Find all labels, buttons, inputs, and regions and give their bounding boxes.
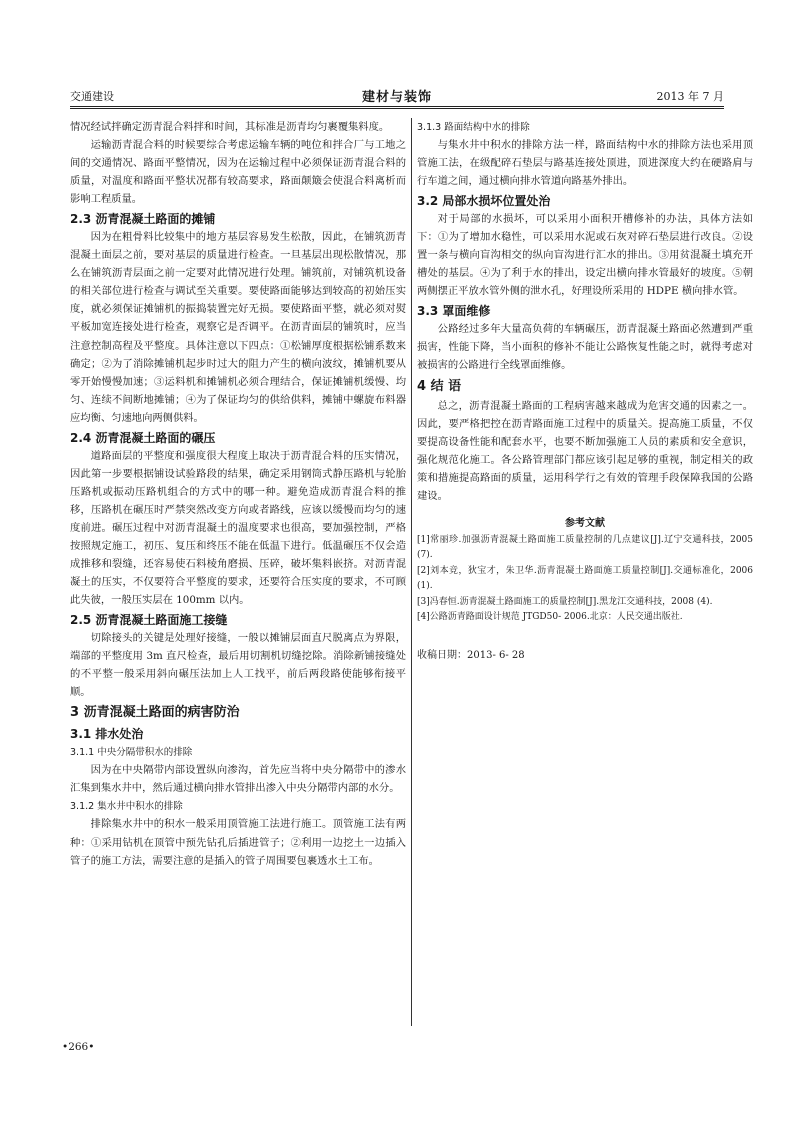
references-title: 参考文献 (565, 517, 605, 529)
subsection-heading: 2.3 沥青混凝土路面的摊铺 (70, 212, 216, 227)
issue-date: 2013 年 7 月 (656, 90, 724, 103)
sub-subsection-heading: 3.1.1 中央分隔带积水的排除 (70, 747, 193, 759)
reference-item: [2]刘本竞，狄宝才，朱卫华.沥青混凝土路面施工质量控制[J].交通标准化，2006 (1). (417, 565, 753, 592)
journal-section: 交通建设 (70, 90, 114, 103)
paragraph: 道路面层的平整度和强度很大程度上取决于沥青混合料的压实情况，因此第一步要根据铺设试验路段的结果，确定采用钢筒式静压路机与轮胎压路机或振动压路机组合的方式中的哪一种。避免造成沥青混合料的推移，压路机在碾压时严禁突然改变方向或者路线，应该以缓慢而均匀的速度前进。碾压过程中对沥青混凝土的温度要求也很高，要加强控制，严格按照规定施工，初压、复压和终压不能在低温下进行。低温碾压不仅会造成推移和裂缝，还容易使石料棱角磨损、压碎，破坏集料嵌挤。对沥青混凝土的压实，不仅要符合平整度的要求，还要符合压实度的要求，不可顾此失彼，一般压实层在 100mm 以内。 (70, 449, 406, 607)
paragraph: 因为在中央隔带内部设置纵向渗沟，首先应当将中央分隔带中的渗水汇集到集水井中，然后通过横向排水管排出渗入中央分隔带内部的水分。 (70, 764, 406, 795)
journal-logo: 建材与装饰 (361, 90, 432, 105)
paragraph: 排除集水井中的积水一般采用顶管施工法进行施工。顶管施工法有两种：①采用钻机在顶管中预先钻孔后插进管子；②利用一边挖土一边插入管子的施工方法，需要注意的是插入的管子周围要包裹透水土工布。 (70, 818, 406, 867)
section-heading: 4 结 语 (417, 378, 462, 394)
header-rule-secondary (70, 108, 724, 109)
sub-subsection-heading: 3.1.3 路面结构中水的排除 (417, 122, 530, 133)
paragraph: 因为在粗骨料比较集中的地方基层容易发生松散，因此，在铺筑沥青混凝土面层之前，要对基层的质量进行检查。一旦基层出现松散情况，那么在铺筑沥青层面之前一定要对此情况进行处理。铺筑前，对铺筑机设备的相关部位进行检查与调试至关重要。要使路面能够达到较高的初始压实度，就必须保证摊铺机的振捣装置完好无损。要使路面平整，就必须对熨平板加宽连接处进行检查，观察它是否调平。在沥青面层的铺筑时，应当注意控制高程及平整度。具体注意以下四点：①松铺厚度根据松铺系数来确定；②为了消除摊铺机起步时过大的阻力产生的横向波纹，摊铺机要从零开始慢慢加速；③运料机和摊铺机必须合理结合，保证摊铺机缓慢、均匀、连续不间断地摊铺；④为了保证均匀的供给供料，摊铺中螺旋布料器应均衡、匀速地向两侧供料。 (70, 231, 406, 424)
running-header (70, 88, 724, 106)
column-divider (411, 118, 412, 1026)
left-column (70, 118, 406, 870)
header-rule (70, 106, 724, 107)
paragraph: 对于局部的水损坏，可以采用小面积开槽修补的办法，具体方法如下：①为了增加水稳性，可以采用水泥或石灰对碎石垫层进行改良。②设置一条与横向盲沟相交的纵向盲沟进行汇水的排出。③用贫混凝土填充开槽处的基层。④为了利于水的排出，设定出横向排水管最好的坡度。⑤朝两侧摆正平放水管外侧的泄水孔，好理设所采用的 HDPE 横向排水管。 (417, 213, 753, 298)
subsection-heading: 2.4 沥青混凝土路面的碾压 (70, 430, 216, 445)
subsection-heading: 3.1 排水处治 (70, 727, 144, 742)
paragraph: 切除接头的关键是处理好接缝，一般以摊铺层面直尺脱离点为界限，端部的平整度用 3m 直尺检查，最后用切割机切缝挖除。消除新铺接缝处的不平整一般采用斜向碾压法加上人工找平，前后两段路使能够衔接平顺。 (70, 632, 406, 699)
references-list (417, 533, 753, 626)
reference-item: [3]冯春恒.沥青混凝土路面施工的质量控制[J].黑龙江交通科技，2008 (4). (417, 596, 713, 607)
received-date: 收稿日期：2013- 6- 28 (417, 649, 525, 661)
paragraph: 情况经试拌确定沥青混合料拌和时间，其标准是沥青均匀裹覆集料度。 (70, 121, 390, 133)
right-column (417, 118, 753, 664)
subsection-heading: 2.5 沥青混凝土路面施工接缝 (70, 613, 228, 628)
reference-item: [4]公路沥青路面设计规范 JTGD50- 2006.北京：人民交通出版社. (417, 612, 683, 623)
sub-subsection-heading: 3.1.2 集水井中积水的排除 (70, 801, 183, 813)
section-heading: 3 沥青混凝土路面的病害防治 (70, 705, 240, 721)
subsection-heading: 3.2 局部水损坏位置处治 (417, 194, 551, 209)
paragraph: 总之，沥青混凝土路面的工程病害越来越成为危害交通的因素之一。因此，要严格把控在沥青路面施工过程中的质量关。提高施工质量，不仅要提高设备性能和配套水平，也要不断加强施工人员的素质和安全意识，强化规范化施工。各公路管理部门都应该引起足够的重视，制定相关的政策和措施提高路面的质量，运用科学行之有效的管理手段保障我国的公路建设。 (417, 399, 753, 502)
paragraph: 与集水井中积水的排除方法一样，路面结构中水的排除方法也采用顶管施工法，在级配碎石垫层与路基连接处顶进，顶进深度大约在硬路肩与行车道之间，通过横向排水管道向路基外排出。 (417, 139, 753, 188)
paragraph: 运输沥青混合料的时候要综合考虑运输车辆的吨位和拌合厂与工地之间的交通情况、路面平整情况，因为在运输过程中必须保证沥青混合料的质量，对温度和路面平整状况都有较高要求，路面颠簸会使混合料离析而影响工程质量。 (70, 139, 406, 206)
subsection-heading: 3.3 罩面维修 (417, 304, 491, 319)
reference-item: [1]常丽珍.加强沥青混凝土路面施工质量控制的几点建议[J].辽宁交通科技，2005 (7). (417, 534, 753, 561)
page-number: •266• (62, 1041, 95, 1053)
paragraph: 公路经过多年大量高负荷的车辆碾压，沥青混凝土路面必然遭到严重损害，性能下降，当小面积的修补不能让公路恢复性能之时，就得考虑对被损害的公路进行全线罩面维修。 (417, 323, 753, 372)
